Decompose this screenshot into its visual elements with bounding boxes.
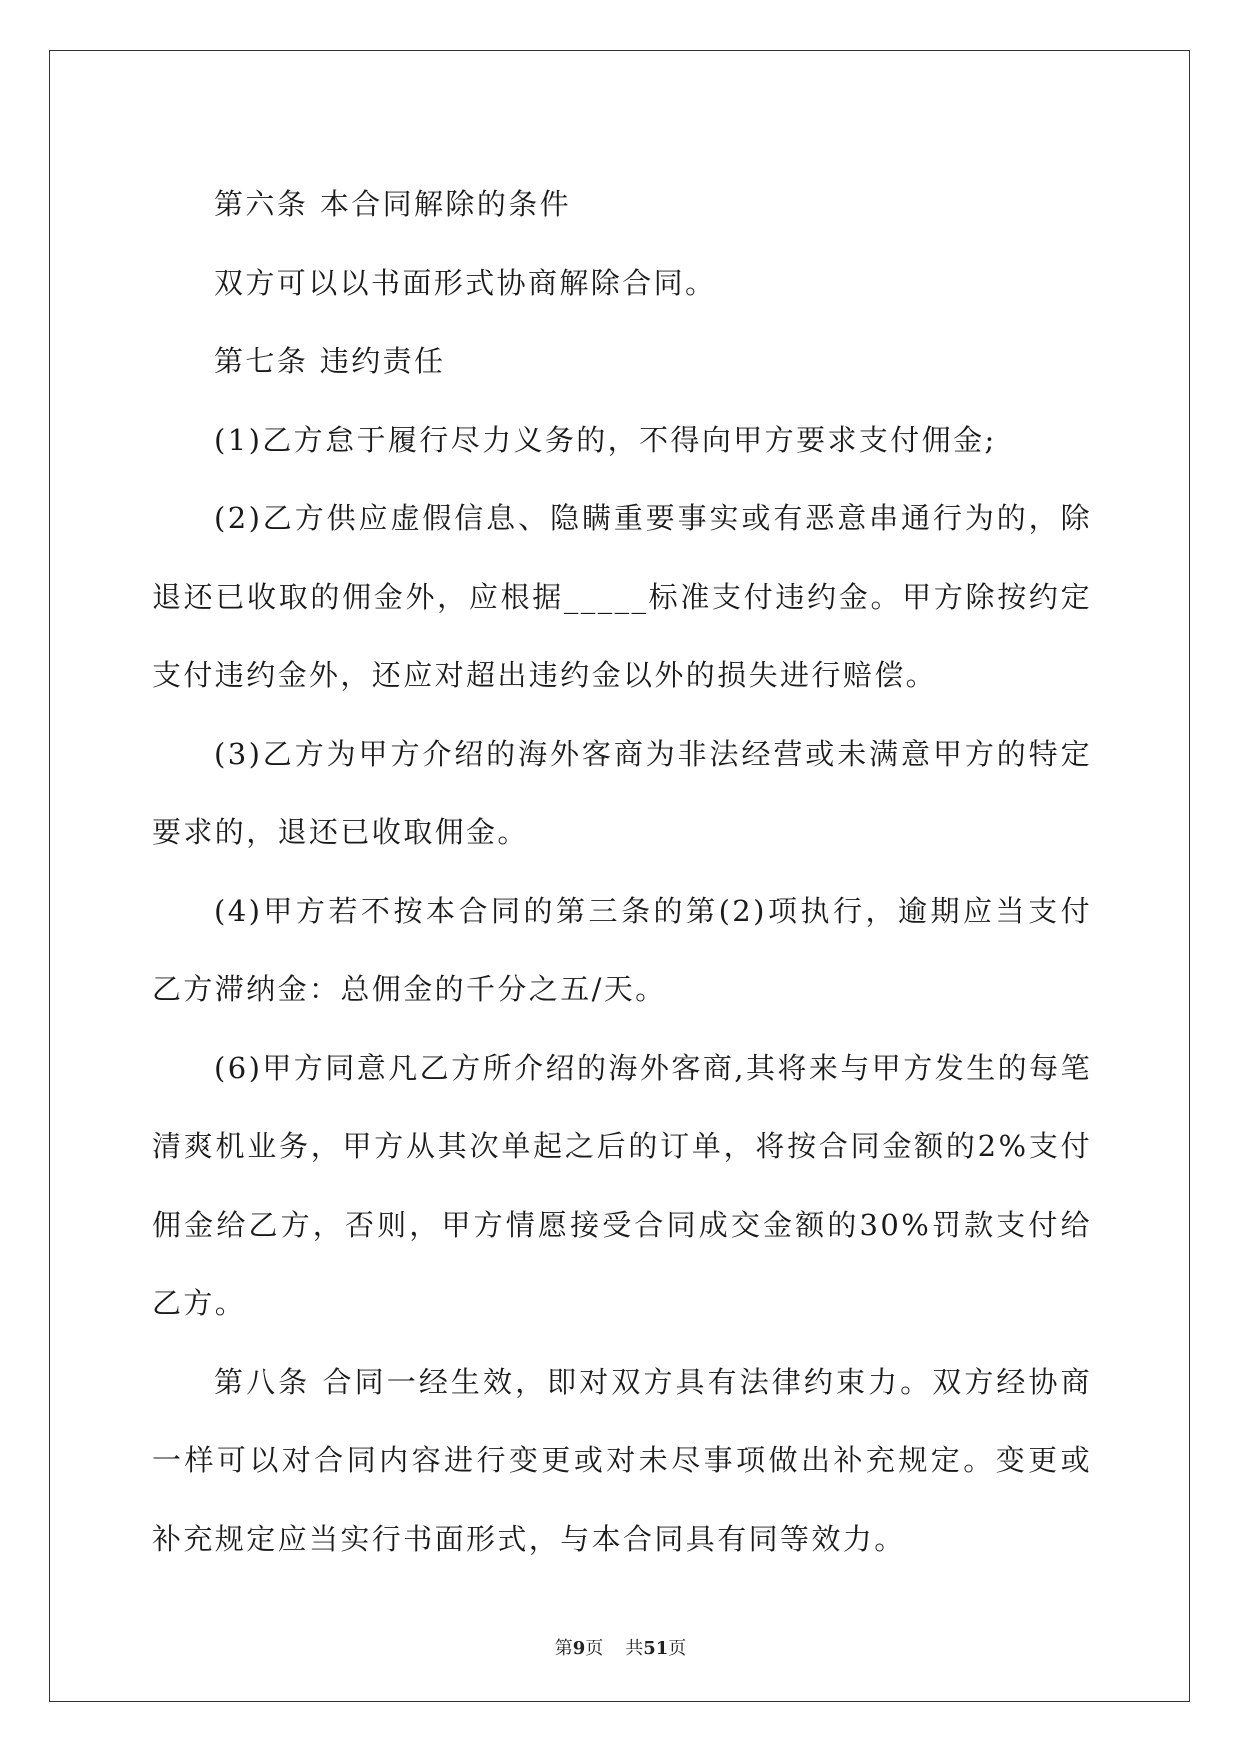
article-8-text: 第八条 合同一经生效，即对双方具有法律约束力。双方经协商一样可以对合同内容进行变更或对未尽事项做出补充规定。变更或补充规定应当实行书面形式，与本合同具有同等效力。 xyxy=(152,1364,1092,1556)
total-suffix: 页 xyxy=(668,1638,687,1659)
article-7-clause-3: (3)乙方为甲方介绍的海外客商为非法经营或未满意甲方的特定要求的，退还已收取佣金。 xyxy=(152,736,1092,849)
page-prefix: 第 xyxy=(554,1638,573,1659)
total-prefix: 共 xyxy=(625,1638,644,1659)
document-body xyxy=(152,165,1092,1578)
article-7-clause-4: (4)甲方若不按本合同的第三条的第(2)项执行，逾期应当支付乙方滞纳金：总佣金的千分之五/天。 xyxy=(152,893,1092,1006)
article-6-text: 双方可以以书面形式协商解除合同。 xyxy=(214,265,717,300)
article-7-heading: 第七条 违约责任 xyxy=(214,344,446,378)
total-pages: 51 xyxy=(643,1638,669,1659)
page-suffix: 页 xyxy=(585,1638,604,1659)
article-7-clause-2: (2)乙方供应虚假信息、隐瞒重要事实或有恶意串通行为的，除退还已收取的佣金外，应根据_____标准支付违约金。甲方除按约定支付违约金外，还应对超出违约金以外的损失进行赔偿。 xyxy=(152,501,1092,692)
article-7-clause-1: (1)乙方怠于履行尽力义务的，不得向甲方要求支付佣金; xyxy=(214,422,997,457)
article-6-heading: 第六条 本合同解除的条件 xyxy=(214,187,572,221)
page-footer xyxy=(0,1634,1241,1660)
page-number: 9 xyxy=(572,1638,586,1659)
article-7-clause-6: (6)甲方同意凡乙方所介绍的海外客商,其将来与甲方发生的每笔清爽机业务，甲方从其次单起之后的订单，将按合同金额的2%支付佣金给乙方，否则，甲方情愿接受合同成交金额的30%罚款支付给乙方。 xyxy=(152,1050,1092,1320)
